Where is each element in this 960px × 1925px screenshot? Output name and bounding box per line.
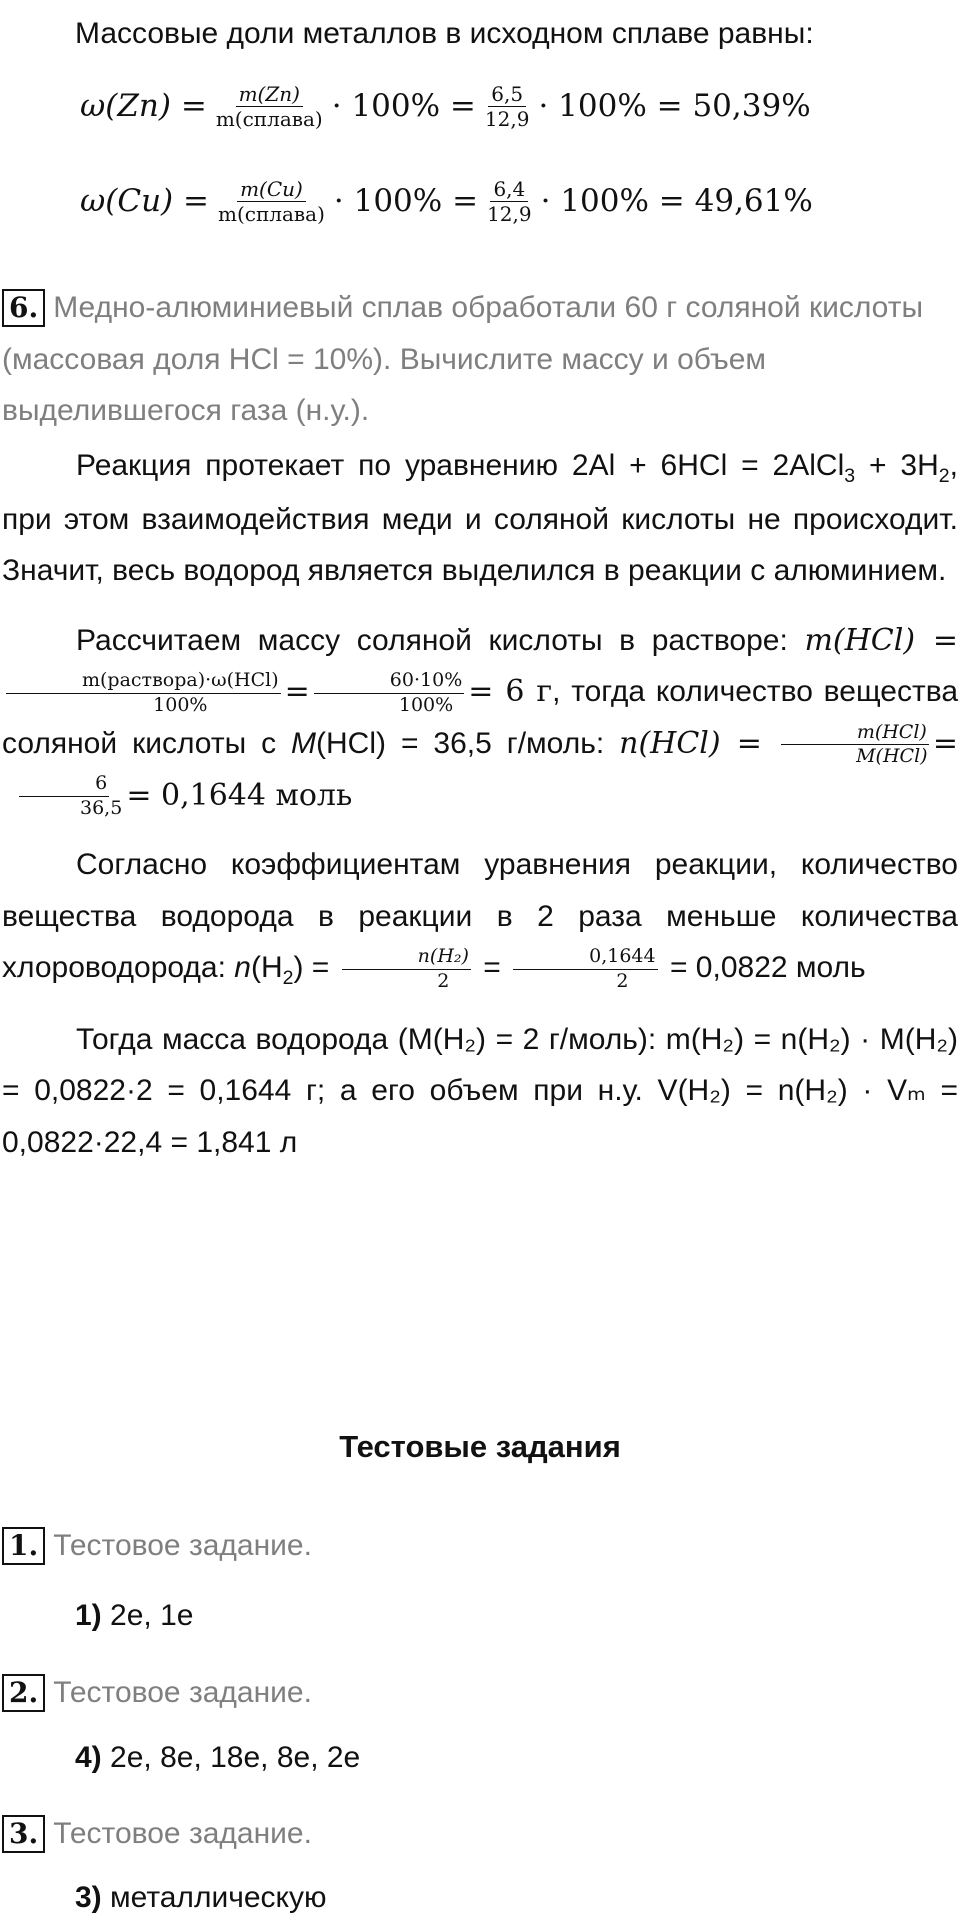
test-question: Тестовое задание. xyxy=(53,1817,312,1850)
fraction-num: n(H₂) xyxy=(342,945,471,970)
text-span: Реакция протекает по уравнению 2Al + 6HCl = 2AlCl xyxy=(76,449,845,482)
fraction-den: 100% xyxy=(153,693,208,716)
subscript: 3 xyxy=(844,465,856,487)
paragraph-hydrogen-amount: Согласно коэффициентам уравнения реакции, количество вещества водорода в реакции в 2 раза меньше количества хлороводорода: $n(H_2)$ = $\frac{\text{n(H₂)}}{2}$ = $\frac{0,1644}{2}$ = 0,0822 моль xyxy=(2,848,958,992)
test-3 xyxy=(2,1808,958,1860)
text-span: (HCl) = 36,5 г/моль: xyxy=(316,726,620,760)
test-question: Тестовое задание. xyxy=(53,1529,312,1562)
subscript: 2 xyxy=(938,465,950,487)
task-number-badge: 3. xyxy=(2,1815,45,1853)
formula-zn-den2: 12,9 xyxy=(484,107,530,132)
subscript: 2 xyxy=(282,967,294,990)
test-3-answer xyxy=(75,1872,326,1924)
formula-zn-frac1 xyxy=(213,82,326,131)
test-1-answer xyxy=(75,1590,193,1642)
test-2 xyxy=(2,1667,958,1719)
text-span: , при этом взаимодействия меди и соляной кислоты не происходит. Значит, весь водород является выделился в реакции с алюминием. xyxy=(2,449,958,588)
formula-zn-num: m(Zn) xyxy=(236,82,303,107)
test-question: Тестовое задание. xyxy=(53,1676,312,1709)
fraction-num: m(раствора)·ω(HCl) xyxy=(6,669,281,694)
text-span: ) = xyxy=(293,951,338,985)
formula-zn-rhs: · 100% = 50,39% xyxy=(538,88,811,124)
fraction-den: 2 xyxy=(437,969,450,992)
fraction-num: 6 xyxy=(19,772,109,797)
answer-number: 3) xyxy=(75,1881,102,1914)
text-span: = 0,0822 моль xyxy=(661,951,866,985)
answer-number: 4) xyxy=(75,1741,102,1774)
math-span: = 0,1644 моль xyxy=(126,777,353,813)
fraction-num: 60·10% xyxy=(314,669,464,694)
formula-cu-rhs: · 100% = 49,61% xyxy=(540,183,813,219)
fraction xyxy=(6,772,122,821)
text-span: Согласно коэффициентам уравнения реакции, количество вещества водорода в реакции в 2 раза меньше количества хлороводорода: xyxy=(2,848,958,985)
formula-cu-frac1 xyxy=(215,177,328,226)
paragraph-reaction xyxy=(2,440,958,597)
test-2-answer xyxy=(75,1732,360,1784)
formula-cu-lhs: ω(Cu) = xyxy=(80,183,209,219)
formula-zn-frac2 xyxy=(482,82,533,131)
formula-cu-num2: 6,4 xyxy=(490,177,528,202)
text-span: + 3H xyxy=(855,449,939,482)
math-span: n(HCl) = xyxy=(619,725,762,761)
section-title: Тестовые задания xyxy=(339,1429,621,1464)
fraction-den: 36,5 xyxy=(80,797,123,820)
formula-zn-mid: · 100% = xyxy=(331,88,476,124)
test-1 xyxy=(2,1520,958,1572)
answer-text: 2e, 1e xyxy=(110,1599,194,1632)
task-6-question-text: Медно-алюминиевый сплав обработали 60 г соляной кислоты (массовая доля HCl = 10%). Вычислите массу и объем выделившегося газа (н.у.). xyxy=(2,291,923,428)
fraction xyxy=(513,945,657,994)
text-span: Рассчитаем массу соляной кислоты в растворе: xyxy=(76,623,805,657)
answer-number: 1) xyxy=(75,1599,102,1632)
italic-symbol: M xyxy=(291,726,317,760)
formula-zn xyxy=(80,80,811,133)
formula-cu-mid: · 100% = xyxy=(333,183,479,219)
answer-text: металлическую xyxy=(110,1881,327,1914)
fraction-den: 2 xyxy=(616,969,629,992)
text-span: , тогда количество вещества соляной кислоты с xyxy=(2,675,958,760)
fraction-num: m(HCl) xyxy=(781,721,929,746)
formula-zn-lhs: ω(Zn) = xyxy=(80,88,207,124)
math-span: = 6 г xyxy=(468,674,553,710)
paragraph-hcl-mass: Рассчитаем массу соляной кислоты в растворе: m(HCl) = $\frac{\text{m(раствора)·ω(HCl)}}{100\%}$ = $\frac{60\cdot 10\%}{100\%}$ = 6 г, тогда количество вещества соляной кислоты с M(HCl) = 36,5 г/моль: n(HCl) = $\frac{\text{m(HCl)}}{\text{M(HCl)}}$ = $\frac{6}{36,5}$ = 0,1644 моль xyxy=(2,622,958,820)
formula-cu-den: m(сплава) xyxy=(217,202,325,227)
task-6-question xyxy=(2,282,958,437)
italic-symbol: n xyxy=(234,951,251,985)
paragraph-hydrogen-mass: Тогда масса водорода (M(H₂) = 2 г/моль): m(H₂) = n(H₂) · M(H₂) = 0,0822·2 = 0,1644 г; а его объем при н.у. V(H₂) = n(H₂) · Vₘ = 0,0822·22,4 = 1,841 л xyxy=(2,1022,958,1159)
task-number-badge: 2. xyxy=(2,1674,45,1712)
task-6-solution xyxy=(2,440,958,1169)
formula-cu xyxy=(80,175,813,228)
formula-cu-frac2 xyxy=(484,177,535,226)
formula-cu-den2: 12,9 xyxy=(487,202,532,227)
answer-text: 2e, 8e, 18e, 8e, 2e xyxy=(110,1741,361,1774)
fraction-den: M(HCl) xyxy=(856,745,928,768)
formula-cu-num: m(Cu) xyxy=(237,177,306,202)
fraction xyxy=(342,945,471,994)
fraction-num: 0,1644 xyxy=(513,945,657,970)
fraction xyxy=(314,669,464,718)
task-number-badge: 6. xyxy=(2,289,45,327)
fraction xyxy=(781,721,929,770)
task-number-badge: 1. xyxy=(2,1527,45,1565)
intro-text: Массовые доли металлов в исходном сплаве равны: xyxy=(75,17,814,50)
fraction xyxy=(6,669,281,718)
math-span: m(HCl) = xyxy=(804,622,958,658)
task-6 xyxy=(2,282,958,437)
formula-zn-num2: 6,5 xyxy=(488,82,526,107)
fraction-den: 100% xyxy=(398,693,454,716)
text-span: (H xyxy=(250,951,283,985)
formula-zn-den: m(сплава) xyxy=(215,107,323,132)
